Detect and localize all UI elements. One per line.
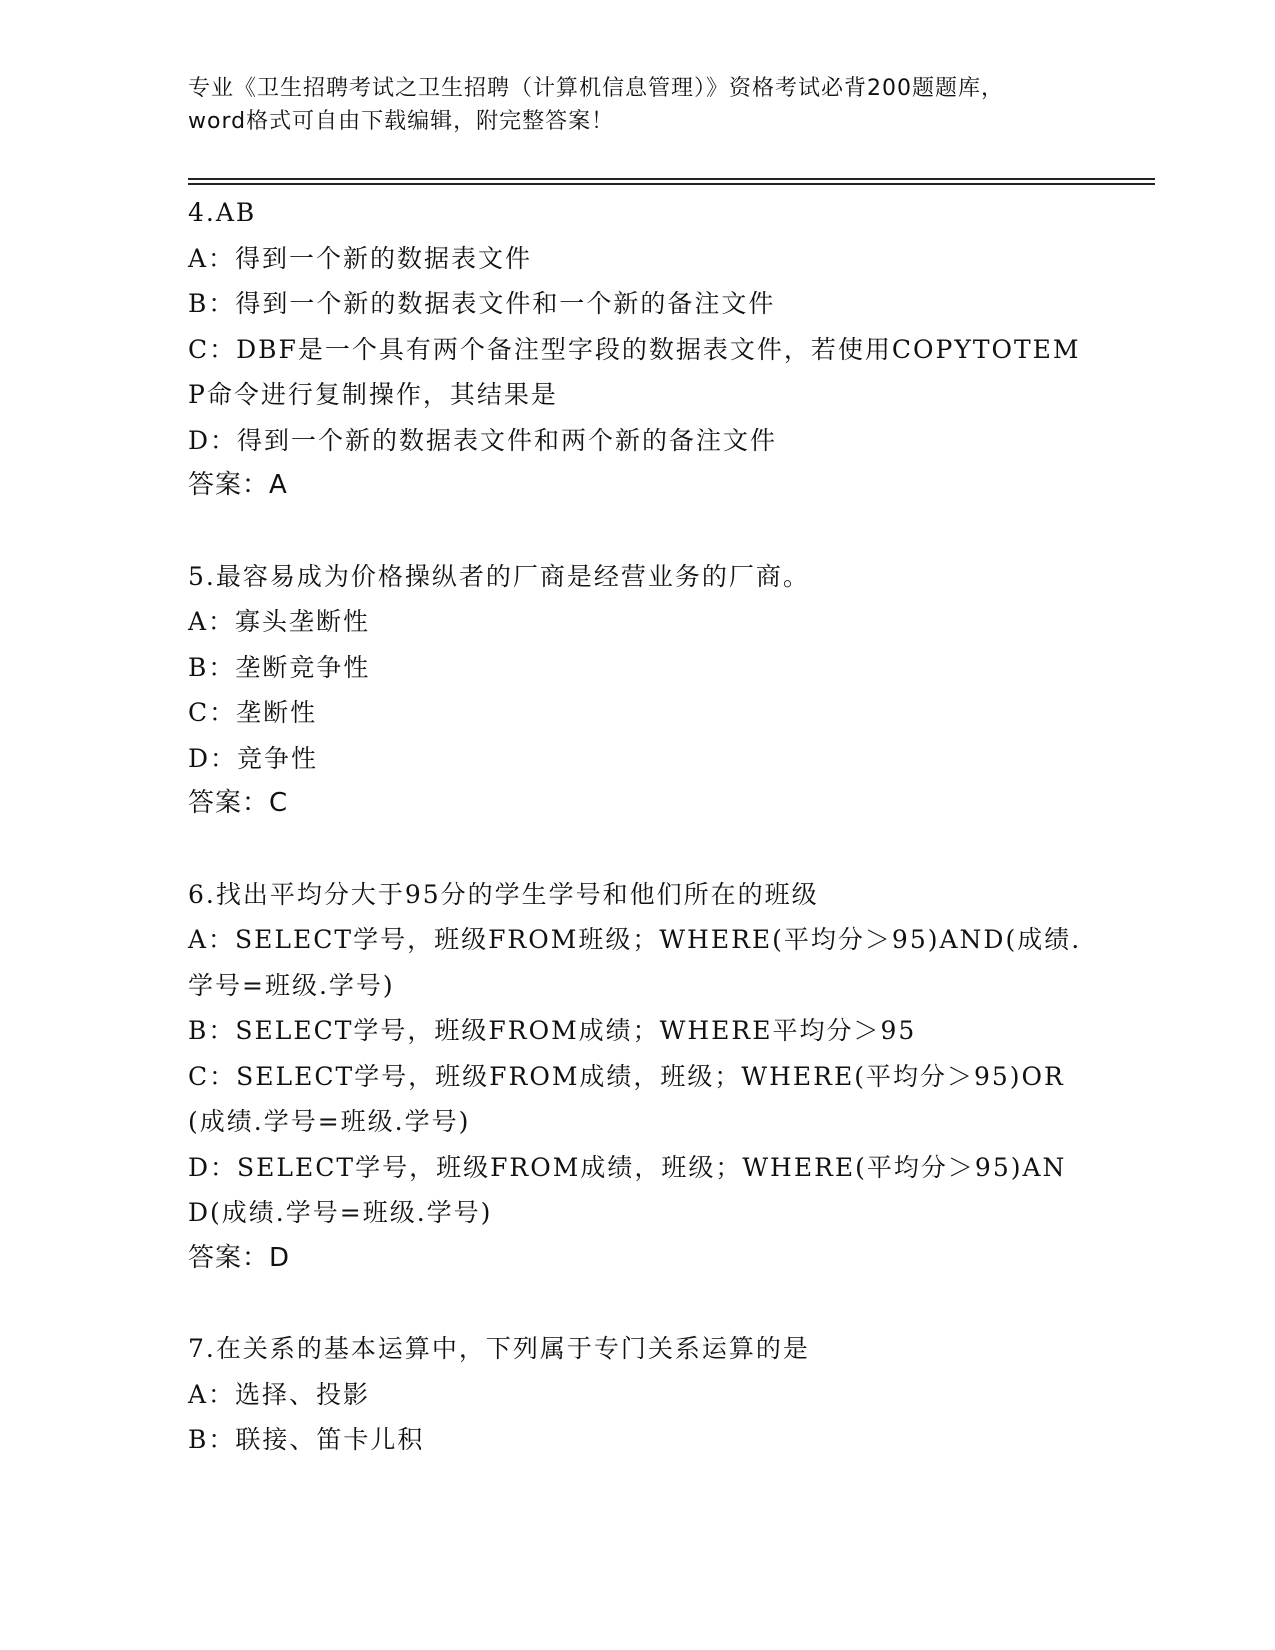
option-a: A：选择、投影 [188,1379,371,1409]
question-stem: 4.AB [188,198,257,227]
question-block-6 [188,872,1088,1282]
option-a: A：SELECT学号，班级FROM班级；WHERE(平均分＞95)AND(成绩.学号=班级.学号) [188,925,1082,1000]
question-block-4 [188,190,1088,509]
header-title-line-1: 专业《卫生招聘考试之卫生招聘（计算机信息管理）》资格考试必背200题题库， [188,76,1004,101]
header-divider-top [188,178,1155,180]
option-b: B：联接、笛卡儿积 [188,1425,425,1454]
option-b: B：得到一个新的数据表文件和一个新的备注文件 [188,289,776,318]
spacer [188,827,1088,872]
answer-line: 答案：D [188,1242,291,1273]
question-stem: 5.最容易成为价格操纵者的厂商是经营业务的厂商。 [188,561,810,591]
question-stem: 7.在关系的基本运算中，下列属于专门关系运算的是 [188,1334,810,1363]
option-d: D：竞争性 [188,743,319,773]
option-c: C：垄断性 [188,698,318,727]
answer-line: 答案：A [188,470,288,500]
option-a: A：得到一个新的数据表文件 [188,243,533,273]
option-d: D：SELECT学号，班级FROM成绩，班级；WHERE(平均分＞95)AND(成绩.学号=班级.学号) [188,1152,1067,1227]
option-d: D：得到一个新的数据表文件和两个新的备注文件 [188,425,778,455]
document-header [188,72,1068,138]
answer-line: 答案：C [188,788,289,818]
question-block-5 [188,554,1088,827]
spacer [188,509,1088,554]
option-c: C：DBF是一个具有两个备注型字段的数据表文件，若使用COPYTOTEMP命令进行复制操作，其结果是 [188,334,1081,409]
question-stem: 6.找出平均分大于95分的学生学号和他们所在的班级 [188,879,819,909]
option-b: B：垄断竞争性 [188,652,371,682]
header-title-line-2: word格式可自由下载编辑，附完整答案！ [188,109,615,134]
option-b: B：SELECT学号，班级FROM成绩；WHERE平均分＞95 [188,1016,917,1045]
option-c: C：SELECT学号，班级FROM成绩，班级；WHERE(平均分＞95)OR(成绩.学号=班级.学号) [188,1061,1065,1136]
header-divider-bottom [188,183,1155,185]
spacer [188,1281,1088,1326]
question-block-7 [188,1326,1088,1463]
option-a: A：寡头垄断性 [188,607,371,636]
question-list [188,190,1088,1463]
